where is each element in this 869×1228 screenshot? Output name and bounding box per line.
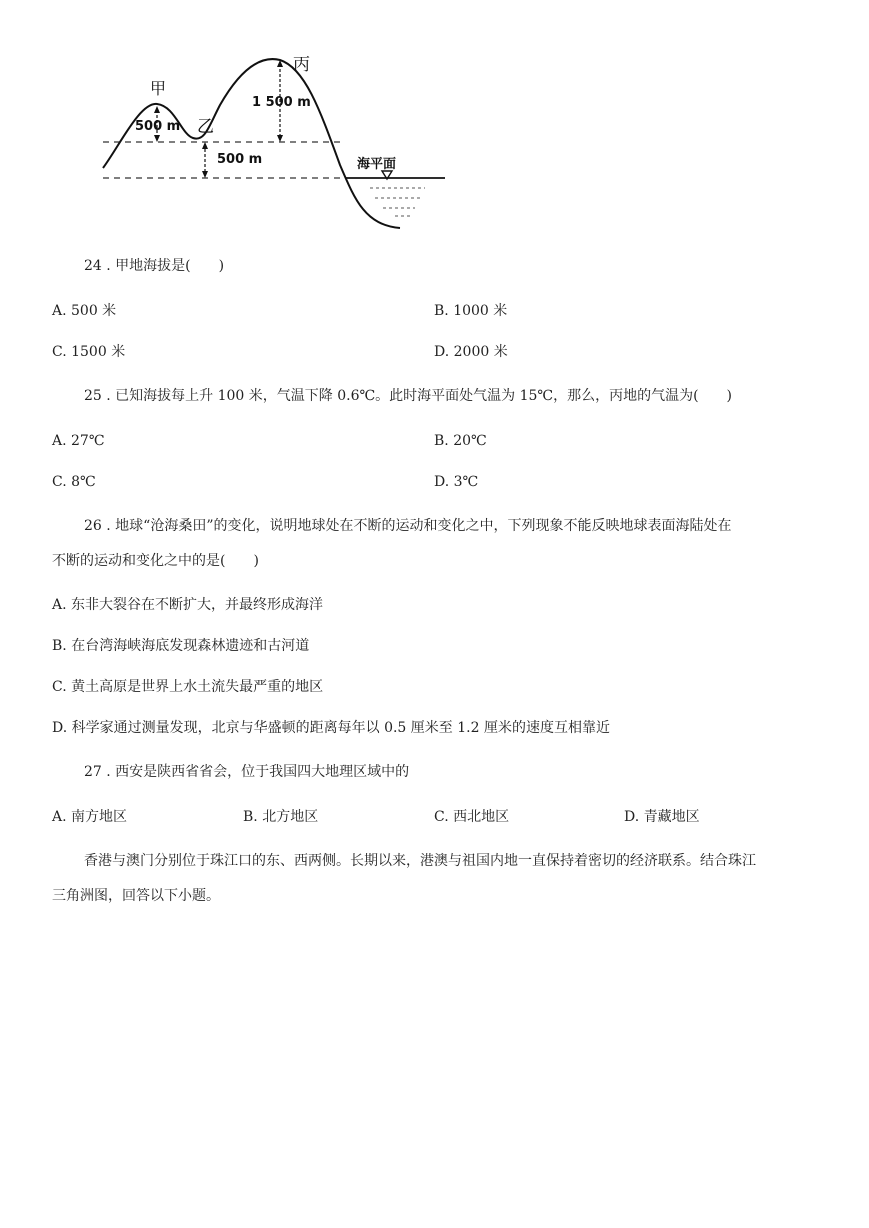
q25-option-b: B. 20℃: [434, 433, 487, 449]
label-bing: 丙: [293, 55, 310, 75]
q26-stem-line2: 不断的运动和变化之中的是( ): [52, 553, 259, 569]
q26-option-d: D. 科学家通过测量发现，北京与华盛顿的距离每年以 0.5 厘米至 1.2 厘米的速度互相靠近: [52, 720, 610, 736]
water-texture: [370, 188, 425, 216]
q26-option-c: C. 黄土高原是世界上水土流失最严重的地区: [52, 679, 324, 695]
q24-option-c: C. 1500 米: [52, 344, 126, 360]
q27-option-a: A. 南方地区: [52, 809, 128, 825]
q27-option-c: C. 西北地区: [434, 809, 510, 825]
label-dim-bing: 1 500 m: [252, 95, 311, 110]
terrain-profile-figure: [95, 50, 455, 235]
q25-option-c: C. 8℃: [52, 474, 96, 490]
label-dim-jia: 500 m: [135, 119, 181, 134]
q24-option-d: D. 2000 米: [434, 344, 508, 360]
label-sea-level: 海平面: [357, 157, 397, 172]
label-dim-yi: 500 m: [217, 152, 263, 167]
terrain-profile-line: [103, 59, 400, 228]
q25-stem: 25 . 已知海拔每上升 100 米，气温下降 0.6℃。此时海平面处气温为 15℃，那么，丙地的气温为( ): [84, 388, 733, 404]
q26-option-a: A. 东非大裂谷在不断扩大，并最终形成海洋: [52, 597, 324, 613]
q27-option-b: B. 北方地区: [243, 809, 319, 825]
passage-line1: 香港与澳门分别位于珠江口的东、西两侧。长期以来，港澳与祖国内地一直保持着密切的经济联系。结合珠江: [84, 853, 756, 869]
q24-stem: 24 . 甲地海拔是( ): [84, 258, 225, 274]
q24-option-b: B. 1000 米: [434, 303, 508, 319]
q27-stem: 27 . 西安是陕西省省会，位于我国四大地理区域中的: [84, 764, 410, 780]
label-yi: 乙: [197, 117, 214, 137]
q26-stem-line1: 26 . 地球“沧海桑田”的变化，说明地球处在不断的运动和变化之中，下列现象不能反映地球表面海陆处在: [84, 518, 732, 534]
q25-option-d: D. 3℃: [434, 474, 479, 490]
q26-option-b: B. 在台湾海峡海底发现森林遗迹和古河道: [52, 638, 310, 654]
q24-option-a: A. 500 米: [52, 303, 117, 319]
passage-line2: 三角洲图，回答以下小题。: [52, 888, 220, 904]
label-jia: 甲: [150, 79, 167, 98]
q27-option-d: D. 青藏地区: [624, 809, 700, 825]
q25-option-a: A. 27℃: [52, 433, 105, 449]
